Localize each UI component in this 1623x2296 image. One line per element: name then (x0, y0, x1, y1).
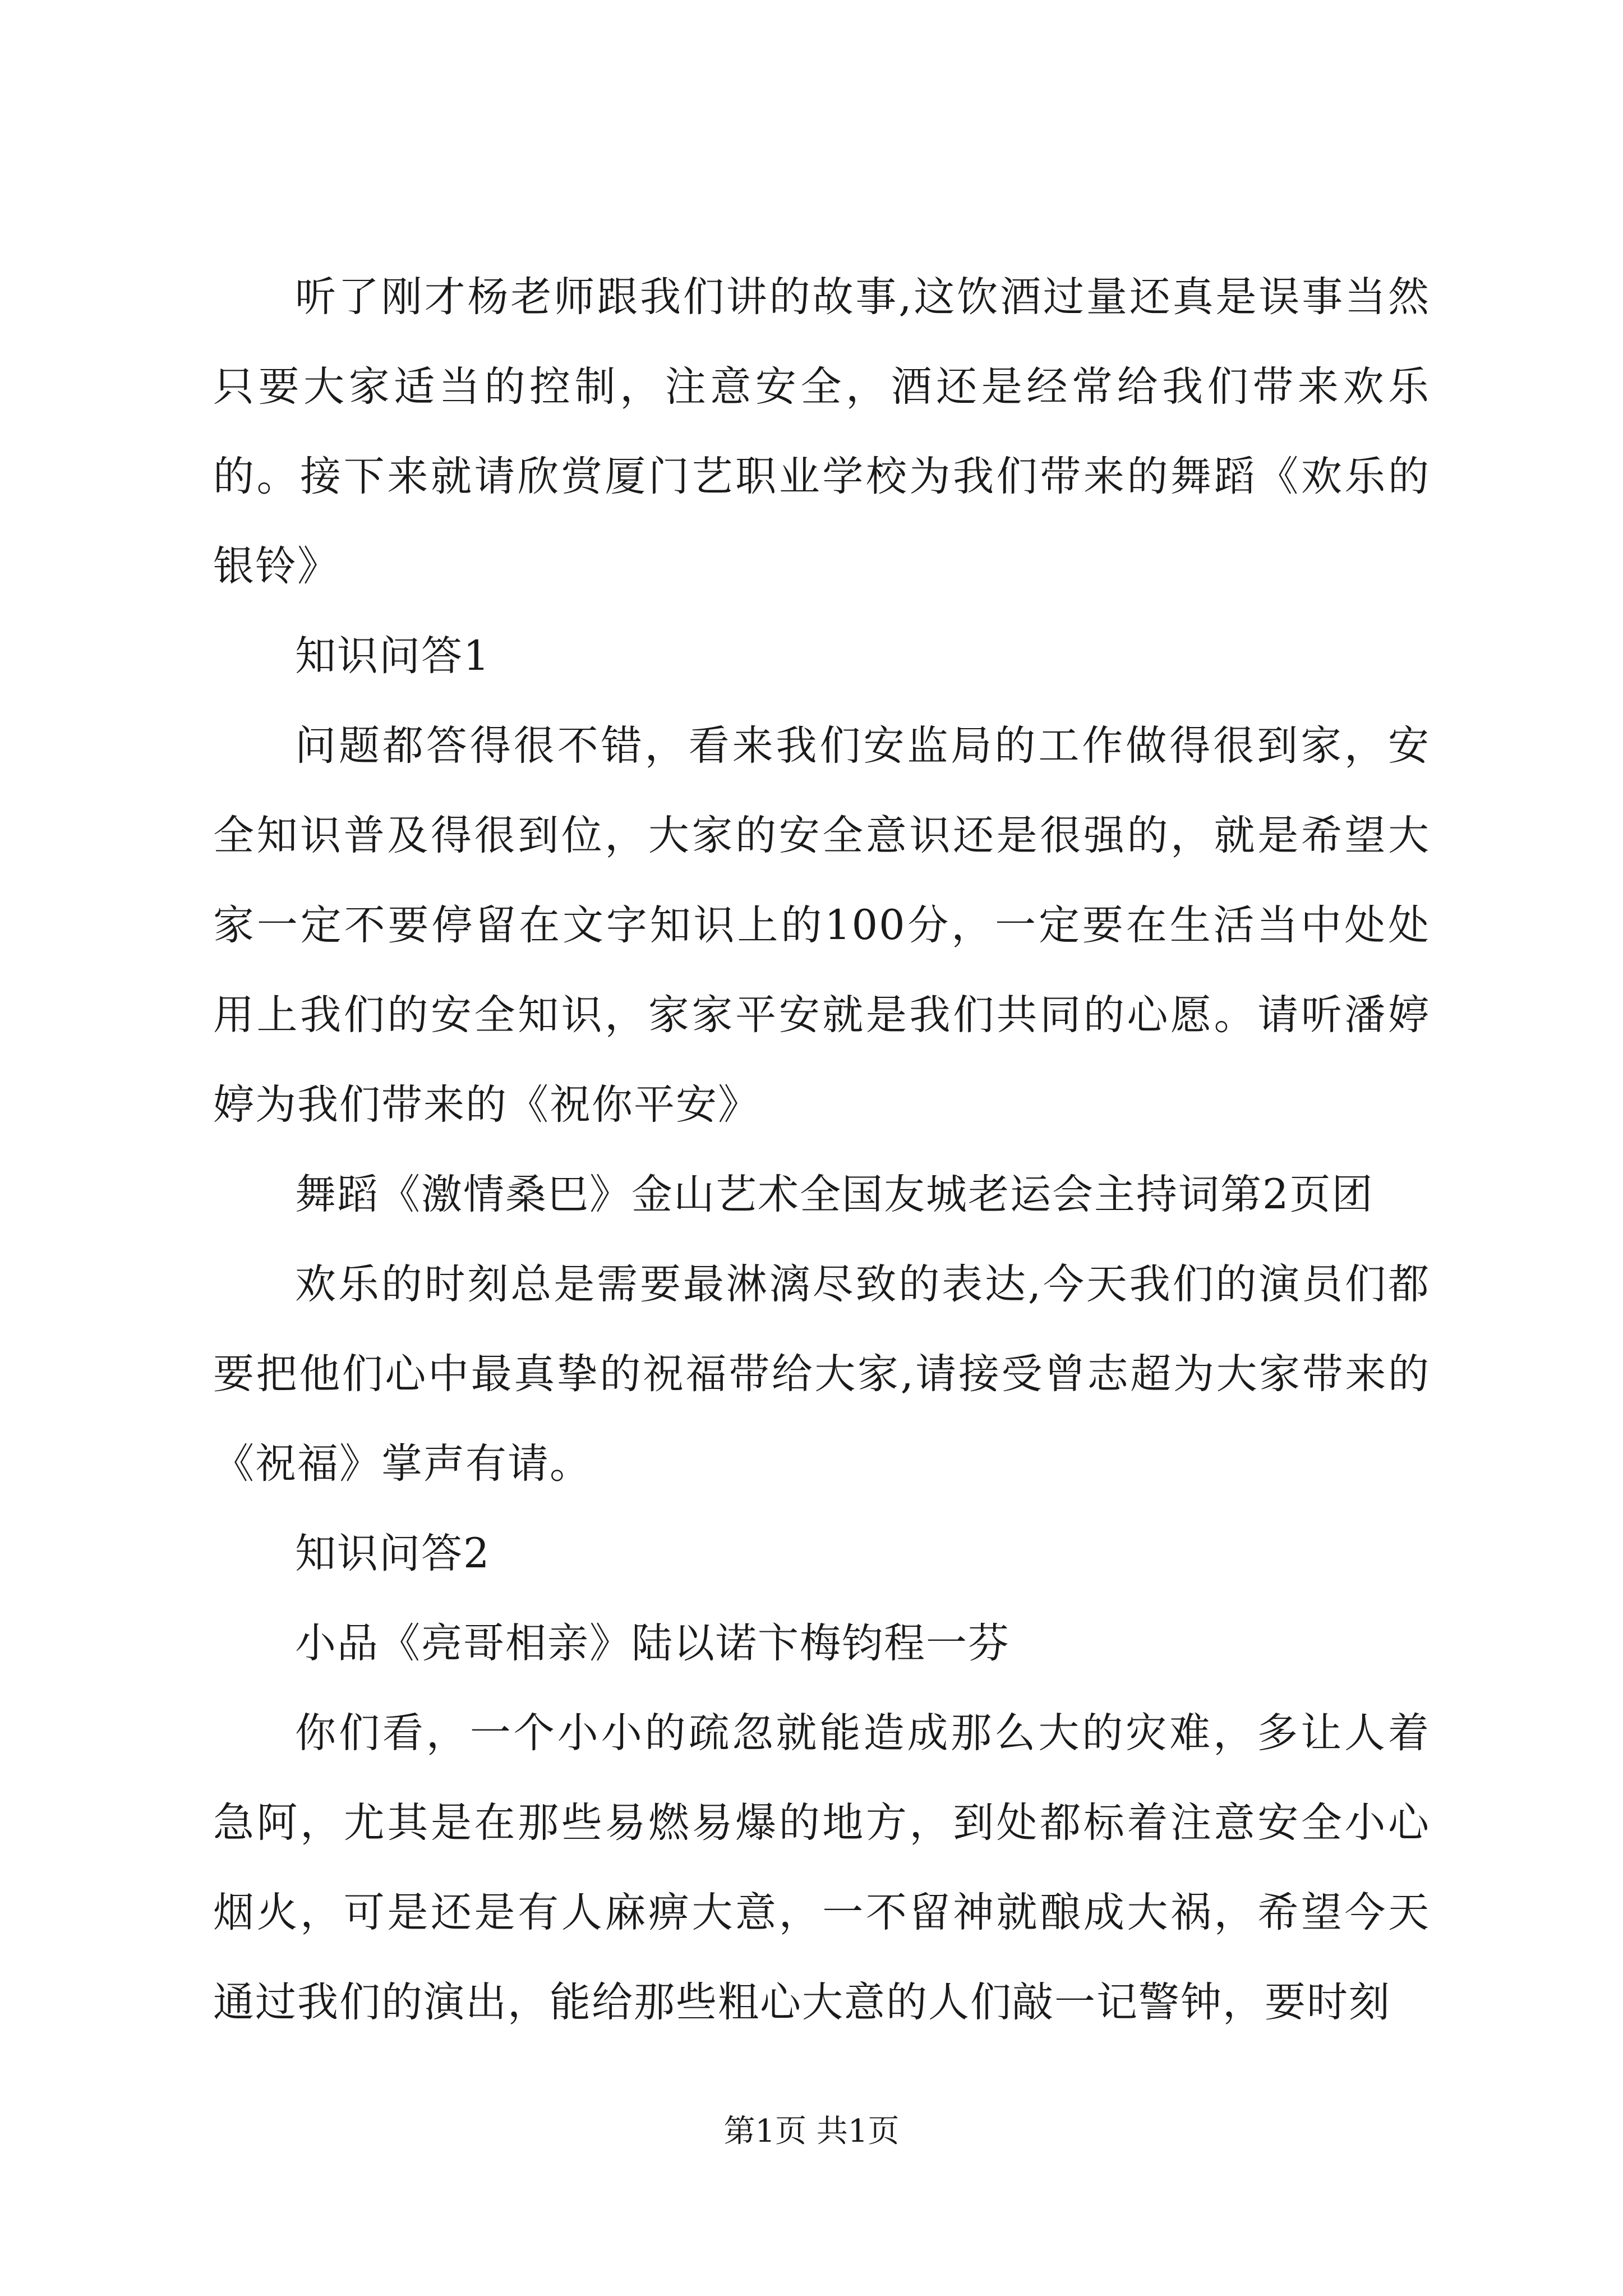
program-item: 小品《亮哥相亲》陆以诺卞梅钧程一芬 (295, 1619, 1010, 1667)
program-item: 舞蹈《激情桑巴》金山艺术全国友城老运会主持词第2页团 (295, 1171, 1374, 1218)
page-footer: 第1页 共1页 (723, 2113, 900, 2150)
document-body (213, 252, 1430, 2047)
paragraph: 听了刚才杨老师跟我们讲的故事,这饮酒过量还真是误事当然只要大家适当的控制，注意安全，酒还是经常给我们带来欢乐的。接下来就请欣赏厦门艺职业学校为我们带来的舞蹈《欢乐的银铃》 (213, 273, 1430, 590)
section-heading: 知识问答2 (295, 1530, 491, 1577)
paragraph: 你们看，一个小小的疏忽就能造成那么大的灾难，多让人着急阿，尤其是在那些易燃易爆的地方，到处都标着注意安全小心烟火，可是还是有人麻痹大意，一不留神就酿成大祸，希望今天通过我们的演出，能给那些粗心大意的人们敲一记警钟，要时刻 (213, 1709, 1430, 2026)
section-heading: 知识问答1 (295, 632, 491, 680)
paragraph: 欢乐的时刻总是需要最淋漓尽致的表达,今天我们的演员们都要把他们心中最真挚的祝福带给大家,请接受曾志超为大家带来的《祝福》掌声有请。 (213, 1260, 1430, 1488)
paragraph: 问题都答得很不错，看来我们安监局的工作做得很到家，安全知识普及得很到位，大家的安全意识还是很强的，就是希望大家一定不要停留在文字知识上的100分，一定要在生活当中处处用上我们的安全知识，家家平安就是我们共同的心愿。请听潘婷婷为我们带来的《祝你平安》 (213, 722, 1430, 1129)
